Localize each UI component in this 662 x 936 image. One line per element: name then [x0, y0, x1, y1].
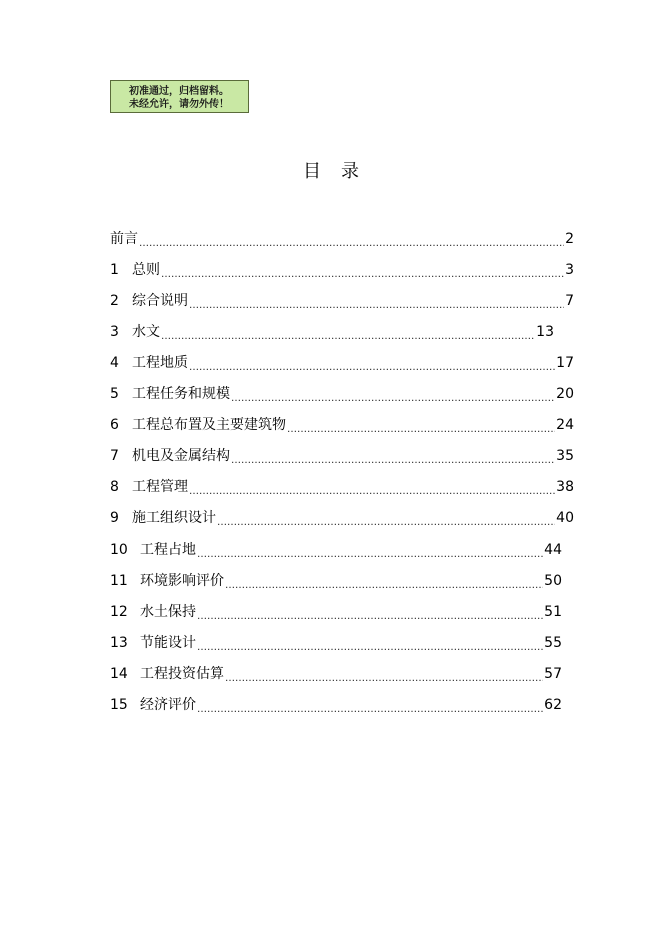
- toc-leader-dots: [217, 509, 555, 527]
- toc-entry-label: 经济评价: [140, 697, 196, 713]
- toc-entry-label: 环境影响评价: [140, 573, 224, 589]
- toc-entry-label: 工程管理: [132, 479, 188, 495]
- toc-entry-label: 机电及金属结构: [132, 448, 230, 464]
- toc-entry-label: 施工组织设计: [132, 510, 216, 526]
- toc-entry-label: 工程任务和规模: [132, 386, 230, 402]
- toc-entry-number: 15: [110, 697, 128, 713]
- toc-entry-label: 节能设计: [140, 635, 196, 651]
- toc-leader-dots: [197, 603, 543, 621]
- toc-entry[interactable]: [110, 692, 562, 714]
- toc-entry[interactable]: [110, 505, 574, 527]
- stamp-line-2: 未经允许，请勿外传！: [129, 99, 229, 110]
- toc-entry-number: 1: [110, 262, 119, 278]
- toc-entry-number: 8: [110, 479, 119, 495]
- toc-entry-page-number: 55: [544, 635, 562, 651]
- toc-entry[interactable]: [110, 537, 562, 559]
- toc-entry-page-number: 13: [536, 324, 554, 340]
- stamp-line-1: 初准通过，归档留料。: [129, 86, 229, 97]
- toc-entry-number: 6: [110, 417, 119, 433]
- toc-entry-page-number: 44: [544, 542, 562, 558]
- toc-leader-dots: [161, 261, 564, 279]
- toc-leader-dots: [139, 230, 564, 248]
- toc-entry-page-number: 38: [556, 479, 574, 495]
- toc-entry-number: 2: [110, 293, 119, 309]
- toc-leader-dots: [287, 416, 555, 434]
- toc-entry[interactable]: [110, 288, 574, 310]
- toc-entry[interactable]: [110, 412, 574, 434]
- toc-entry[interactable]: [110, 226, 574, 248]
- toc-leader-dots: [197, 696, 543, 714]
- toc-entry[interactable]: [110, 319, 554, 341]
- toc-entry-page-number: 2: [565, 231, 574, 247]
- toc-entry-page-number: 7: [565, 293, 574, 309]
- toc-entry-page-number: 57: [544, 666, 562, 682]
- toc-entry-page-number: 62: [544, 697, 562, 713]
- toc-entry[interactable]: [110, 350, 574, 372]
- toc-entry-page-number: 20: [556, 386, 574, 402]
- toc-entry-page-number: 3: [565, 262, 574, 278]
- toc-entry-page-number: 51: [544, 604, 562, 620]
- toc-entry-label: 工程地质: [132, 355, 188, 371]
- toc-leader-dots: [225, 572, 543, 590]
- toc-entry-number: 11: [110, 573, 128, 589]
- toc-leader-dots: [197, 634, 543, 652]
- toc-entry-label: 综合说明: [132, 293, 188, 309]
- toc-entry-page-number: 35: [556, 448, 574, 464]
- toc-entry-number: 4: [110, 355, 119, 371]
- toc-entry-number: 7: [110, 448, 119, 464]
- toc-entry[interactable]: [110, 630, 562, 652]
- toc-entry-page-number: 40: [556, 510, 574, 526]
- toc-entry-number: 14: [110, 666, 128, 682]
- toc-entry[interactable]: [110, 599, 562, 621]
- toc-leader-dots: [225, 665, 543, 683]
- toc-entry[interactable]: [110, 443, 574, 465]
- approval-stamp: [110, 80, 249, 113]
- toc-entry-label: 工程投资估算: [140, 666, 224, 682]
- toc-entry-label: 工程占地: [140, 542, 196, 558]
- toc-entry-label: 水文: [132, 324, 160, 340]
- toc-entry-label: 工程总布置及主要建筑物: [132, 417, 286, 433]
- toc-entry-number: 12: [110, 604, 128, 620]
- toc-entry-page-number: 17: [556, 355, 574, 371]
- toc-entry-label: 总则: [132, 262, 160, 278]
- toc-leader-dots: [231, 385, 555, 403]
- toc-entry[interactable]: [110, 381, 574, 403]
- toc-entry[interactable]: [110, 257, 574, 279]
- toc-leader-dots: [189, 354, 555, 372]
- toc-entry-page-number: 24: [556, 417, 574, 433]
- toc-entry-page-number: 50: [544, 573, 562, 589]
- page-title: 目录: [303, 161, 379, 182]
- toc-entry[interactable]: [110, 661, 562, 683]
- toc-leader-dots: [197, 541, 543, 559]
- toc-leader-dots: [161, 323, 535, 341]
- toc-entry-label: 水土保持: [140, 604, 196, 620]
- toc-entry[interactable]: [110, 568, 562, 590]
- toc-entry-number: 3: [110, 324, 119, 340]
- toc-leader-dots: [231, 447, 555, 465]
- toc-entry-number: 9: [110, 510, 119, 526]
- toc-leader-dots: [189, 292, 564, 310]
- toc-entry-number: 5: [110, 386, 119, 402]
- toc-entry[interactable]: [110, 474, 574, 496]
- toc-leader-dots: [189, 478, 555, 496]
- toc-entry-number: 13: [110, 635, 128, 651]
- toc-entry-label: 前言: [110, 231, 138, 247]
- toc-entry-number: 10: [110, 542, 128, 558]
